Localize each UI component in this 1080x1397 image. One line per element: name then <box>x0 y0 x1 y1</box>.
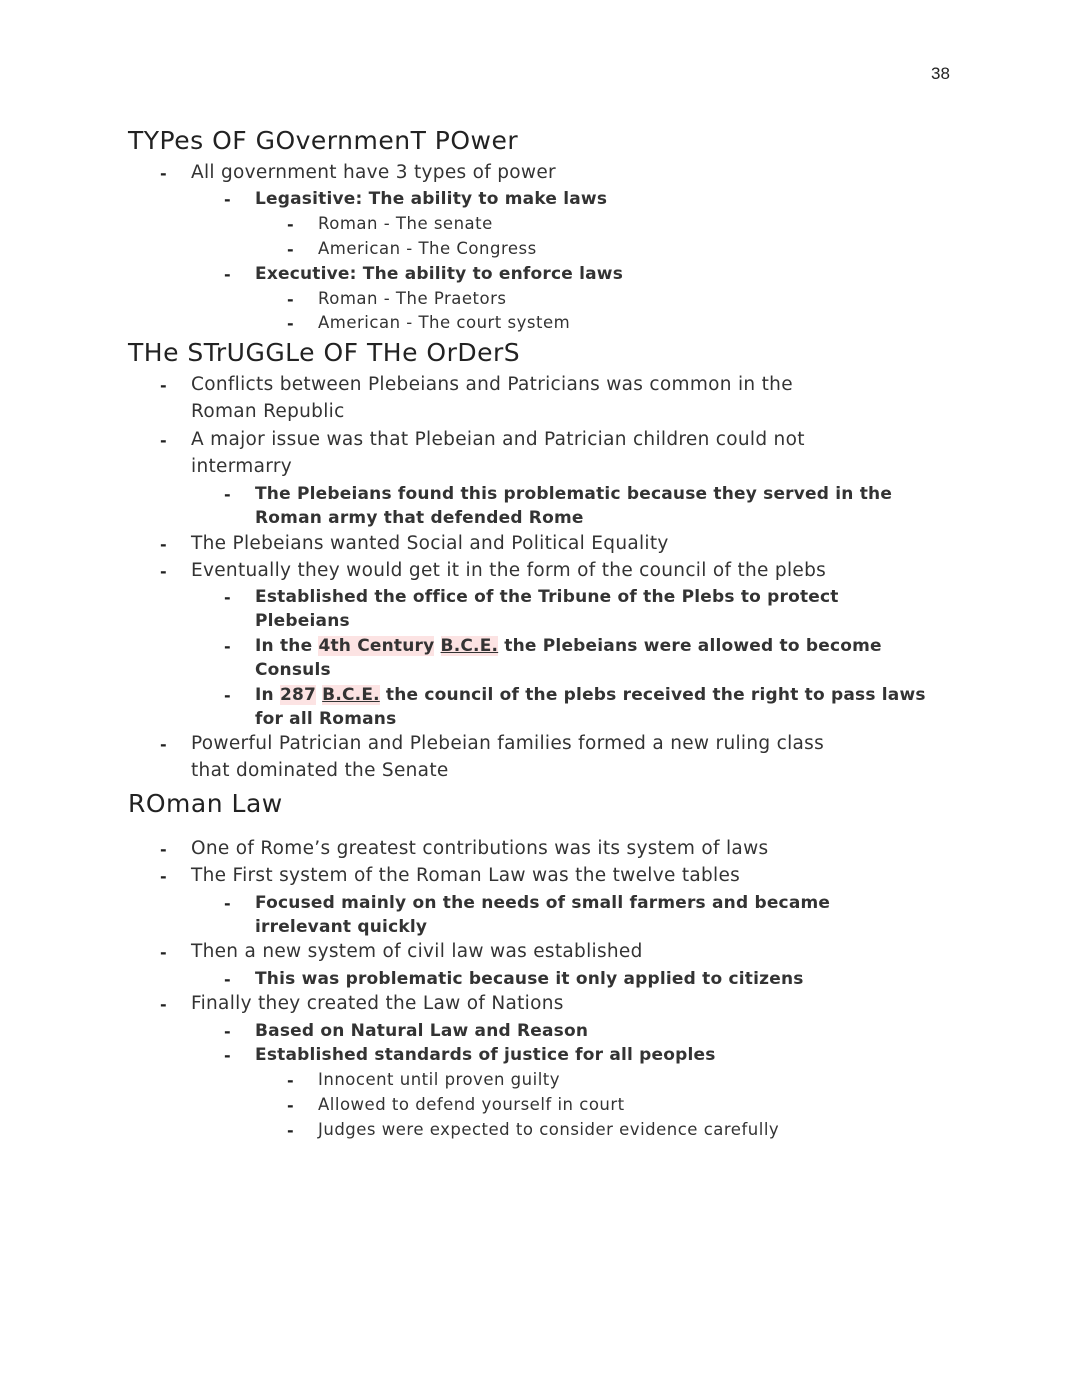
list-item-continuation: that dominated the Senate <box>191 760 449 781</box>
text: In the <box>255 636 319 656</box>
bullet-dash: - <box>224 1046 231 1065</box>
list-item: Legasitive: The ability to make laws <box>255 189 608 209</box>
bullet-dash: - <box>224 1022 231 1041</box>
list-item-continuation: Roman army that defended Rome <box>255 508 584 528</box>
bullet-dash: - <box>160 840 167 859</box>
bullet-dash: - <box>224 485 231 504</box>
heading-struggle-of-the-orders: THe STrUGGLe OF THe OrDerS <box>128 338 521 367</box>
bullet-dash: - <box>287 1071 294 1090</box>
list-item: Finally they created the Law of Nations <box>191 993 564 1014</box>
bullet-dash: - <box>160 735 167 754</box>
bullet-dash: - <box>287 314 294 333</box>
list-item <box>255 636 882 656</box>
text: the Plebeians were allowed to become <box>498 636 882 656</box>
list-item-continuation: Roman Republic <box>191 401 345 422</box>
list-item: The Plebeians found this problematic because they served in the <box>255 484 893 504</box>
list-item: Eventually they would get it in the form of the council of the plebs <box>191 560 827 581</box>
list-item-continuation: for all Romans <box>255 709 397 729</box>
text <box>434 636 440 656</box>
list-item: Judges were expected to consider evidence carefully <box>318 1120 780 1139</box>
bullet-dash: - <box>160 376 167 395</box>
bullet-dash: - <box>224 970 231 989</box>
text: the council of the plebs received the right to pass laws <box>379 685 926 705</box>
bullet-dash: - <box>224 588 231 607</box>
heading-types-of-government-power: TYPes OF GOvernmenT POwer <box>128 126 519 155</box>
bullet-dash: - <box>287 240 294 259</box>
bullet-dash: - <box>160 995 167 1014</box>
highlight-underline: B.C.E. <box>322 685 380 705</box>
list-item: Established standards of justice for all peoples <box>255 1045 716 1065</box>
list-item: Based on Natural Law and Reason <box>255 1021 589 1041</box>
bullet-dash: - <box>287 1096 294 1115</box>
list-item: Innocent until proven guilty <box>318 1070 561 1089</box>
bullet-dash: - <box>224 637 231 656</box>
list-item: Roman - The senate <box>318 214 493 233</box>
list-item: American - The court system <box>318 313 571 332</box>
list-item <box>255 685 926 705</box>
bullet-dash: - <box>160 164 167 183</box>
page-number: 38 <box>931 64 950 83</box>
list-item: Then a new system of civil law was established <box>191 941 643 962</box>
bullet-dash: - <box>224 265 231 284</box>
list-item: Roman - The Praetors <box>318 289 507 308</box>
bullet-dash: - <box>287 1121 294 1140</box>
list-item: American - The Congress <box>318 239 537 258</box>
bullet-dash: - <box>160 535 167 554</box>
heading-roman-law: ROman Law <box>128 789 283 818</box>
list-item: Conflicts between Plebeians and Patricians was common in the <box>191 374 793 395</box>
bullet-dash: - <box>160 431 167 450</box>
list-item: Powerful Patrician and Plebeian families formed a new ruling class <box>191 733 825 754</box>
bullet-dash: - <box>224 190 231 209</box>
list-item: This was problematic because it only applied to citizens <box>255 969 804 989</box>
list-item-continuation: irrelevant quickly <box>255 917 428 937</box>
list-item: All government have 3 types of power <box>191 162 556 183</box>
list-item: Allowed to defend yourself in court <box>318 1095 625 1114</box>
bullet-dash: - <box>160 867 167 886</box>
bullet-dash: - <box>287 215 294 234</box>
list-item-continuation: intermarry <box>191 456 292 477</box>
list-item: Executive: The ability to enforce laws <box>255 264 624 284</box>
list-item: A major issue was that Plebeian and Patrician children could not <box>191 429 805 450</box>
list-item: Established the office of the Tribune of the Plebs to protect <box>255 587 839 607</box>
bullet-dash: - <box>224 686 231 705</box>
list-item-continuation: Plebeians <box>255 611 350 631</box>
bullet-dash: - <box>160 562 167 581</box>
list-item: Focused mainly on the needs of small farmers and became <box>255 893 831 913</box>
list-item-continuation: Consuls <box>255 660 331 680</box>
highlight: 287 <box>279 685 317 705</box>
highlight: 4th Century <box>318 636 435 656</box>
list-item: The First system of the Roman Law was the twelve tables <box>191 865 741 886</box>
bullet-dash: - <box>287 290 294 309</box>
bullet-dash: - <box>224 894 231 913</box>
list-item: One of Rome’s greatest contributions was its system of laws <box>191 838 769 859</box>
text: In <box>255 685 280 705</box>
list-item: The Plebeians wanted Social and Political Equality <box>191 533 669 554</box>
highlight-underline: B.C.E. <box>440 636 499 656</box>
bullet-dash: - <box>160 943 167 962</box>
